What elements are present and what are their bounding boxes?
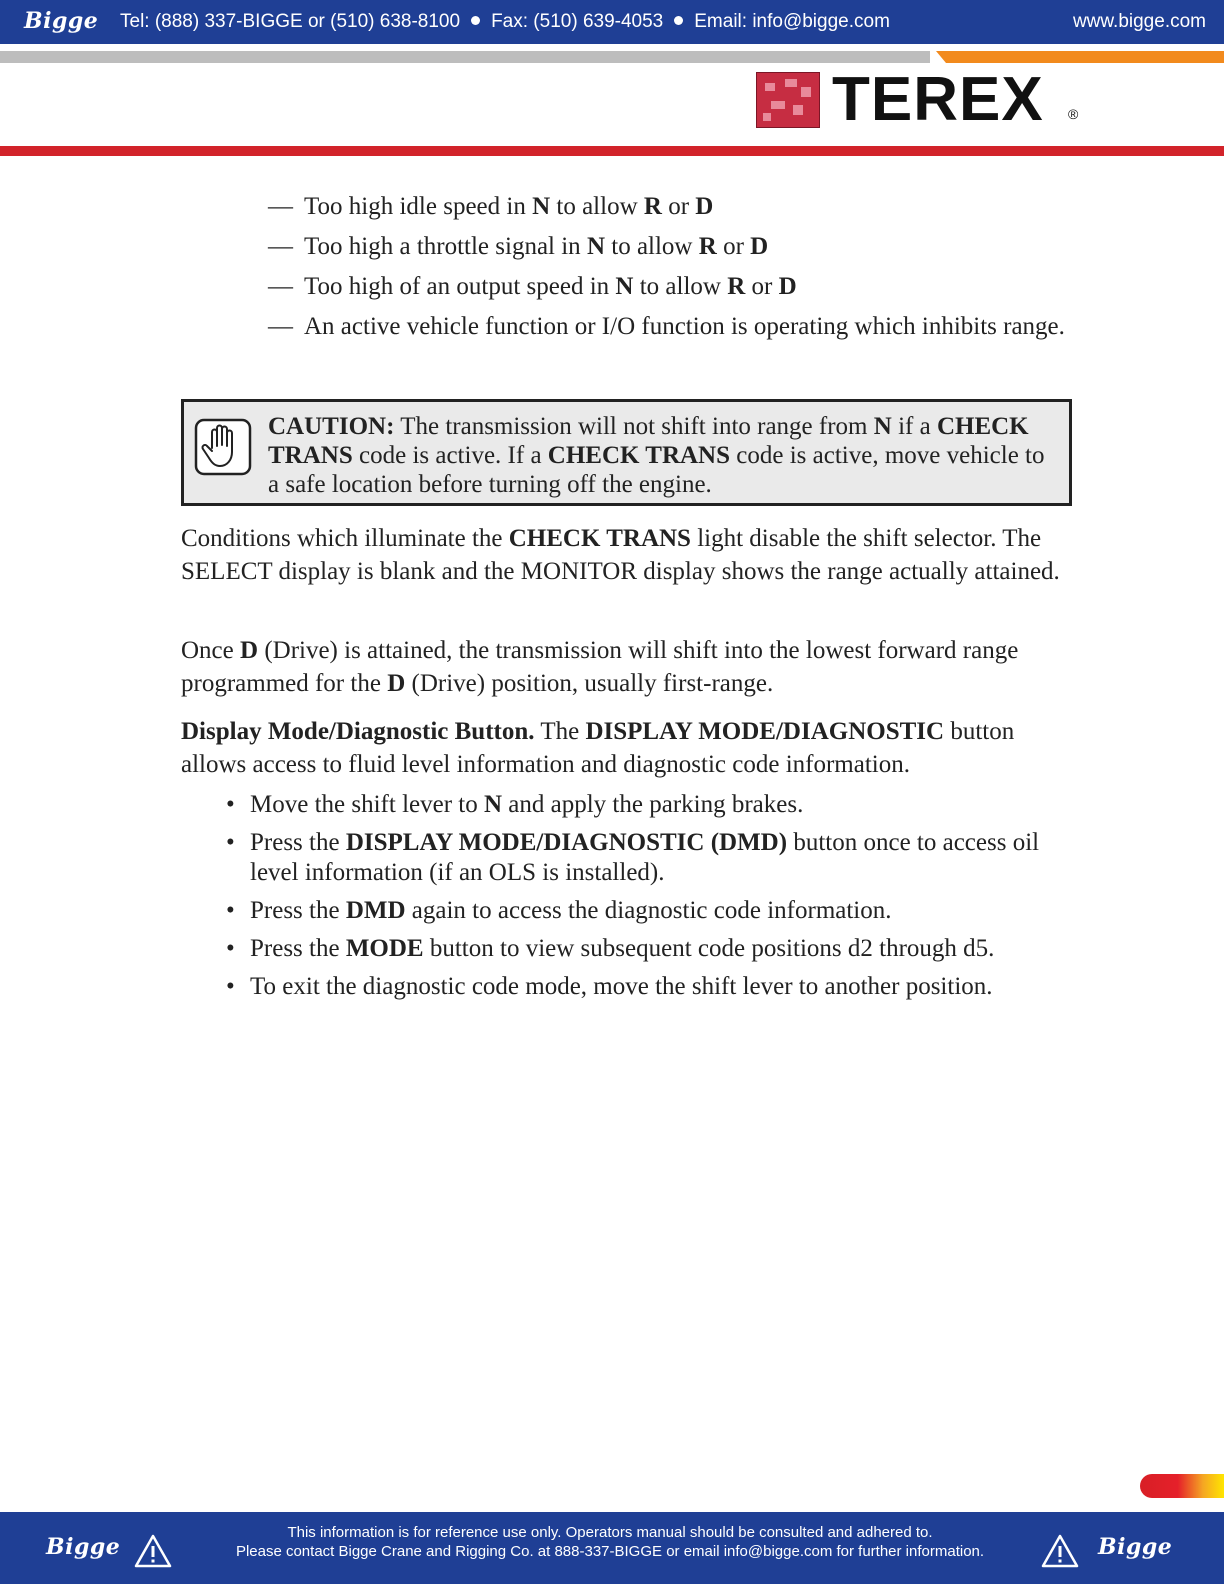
bullet-marker: •: [226, 791, 235, 818]
bigge-logo-right[interactable]: Bigge: [1098, 1534, 1173, 1560]
list-item: • Press the DISPLAY MODE/DIAGNOSTIC (DMD) button once to access oil level information (if an OLS is installed).: [226, 829, 1040, 886]
dash-marker: —: [268, 273, 293, 300]
top-contact-bar: [0, 0, 1224, 44]
bullet-marker: •: [226, 897, 235, 924]
list-item: • Press the DMD again to access the diagnostic code information.: [226, 897, 892, 924]
list-item: • Press the MODE button to view subsequent code positions d2 through d5.: [226, 935, 995, 962]
list-item: — An active vehicle function or I/O function is operating which inhibits range.: [268, 313, 1065, 340]
red-stripe: [0, 146, 1224, 156]
bullet-marker: •: [226, 935, 235, 962]
separator-dot-icon: [674, 16, 683, 25]
inhibit-conditions-list: [268, 192, 1068, 352]
dash-marker: —: [268, 313, 293, 340]
contact-info: [120, 11, 890, 33]
list-item: — Too high idle speed in N to allow R or D: [268, 193, 714, 220]
footer-bar: [0, 1512, 1224, 1584]
disclaimer-text: This information is for reference use only. Operators manual should be consulted and adhered to. Please contact Bigge Crane and Rigging Co. at 888-337-BIGGE or email info@bigge.com for further information.: [235, 1524, 985, 1560]
list-item: • Move the shift lever to N and apply the parking brakes.: [226, 791, 804, 818]
bullet-marker: •: [226, 829, 235, 856]
stop-hand-icon: [194, 418, 252, 476]
fax-number: Fax: (510) 639-4053: [491, 11, 664, 32]
drive-paragraph: Once D (Drive) is attained, the transmission will shift into the lowest forward range programmed for the D (Drive) position, usually first-range.: [181, 637, 1019, 697]
registered-mark: ®: [1068, 106, 1079, 122]
dash-marker: —: [268, 233, 293, 260]
orange-stripe: [936, 51, 1224, 63]
diagnostic-steps-list: [226, 790, 1071, 1010]
warning-triangle-icon: [1041, 1534, 1079, 1568]
bigge-logo[interactable]: Bigge: [24, 8, 99, 34]
list-item: — Too high of an output speed in N to allow R or D: [268, 273, 797, 300]
terex-emblem-icon: [756, 72, 820, 128]
email-link[interactable]: Email: info@bigge.com: [694, 11, 890, 32]
gray-stripe: [0, 51, 930, 63]
list-item: • To exit the diagnostic code mode, move the shift lever to another position.: [226, 973, 993, 1000]
terex-logo: TEREX: [832, 65, 1044, 134]
color-tab-decoration: [1140, 1474, 1224, 1498]
warning-triangle-icon: [134, 1534, 172, 1568]
check-trans-paragraph: Conditions which illuminate the CHECK TRANS light disable the shift selector. The SELECT display is blank and the MONITOR display shows the range actually attained.: [181, 525, 1060, 585]
phone-number[interactable]: Tel: (888) 337-BIGGE or (510) 638-8100: [120, 11, 461, 32]
caution-box: [181, 399, 1072, 506]
separator-dot-icon: [471, 16, 480, 25]
dash-marker: —: [268, 193, 293, 220]
caution-text: CAUTION: The transmission will not shift into range from N if a CHECK TRANS code is active. If a CHECK TRANS code is active, move vehicle to a safe location before turning off the engine.: [268, 413, 1045, 498]
bigge-logo-left[interactable]: Bigge: [46, 1534, 121, 1560]
bullet-marker: •: [226, 973, 235, 1000]
website-link[interactable]: www.bigge.com: [1072, 11, 1206, 32]
list-item: — Too high a throttle signal in N to allow R or D: [268, 233, 769, 260]
display-mode-paragraph: Display Mode/Diagnostic Button. The DISPLAY MODE/DIAGNOSTIC button allows access to fluid level information and diagnostic code information.: [181, 718, 1015, 778]
